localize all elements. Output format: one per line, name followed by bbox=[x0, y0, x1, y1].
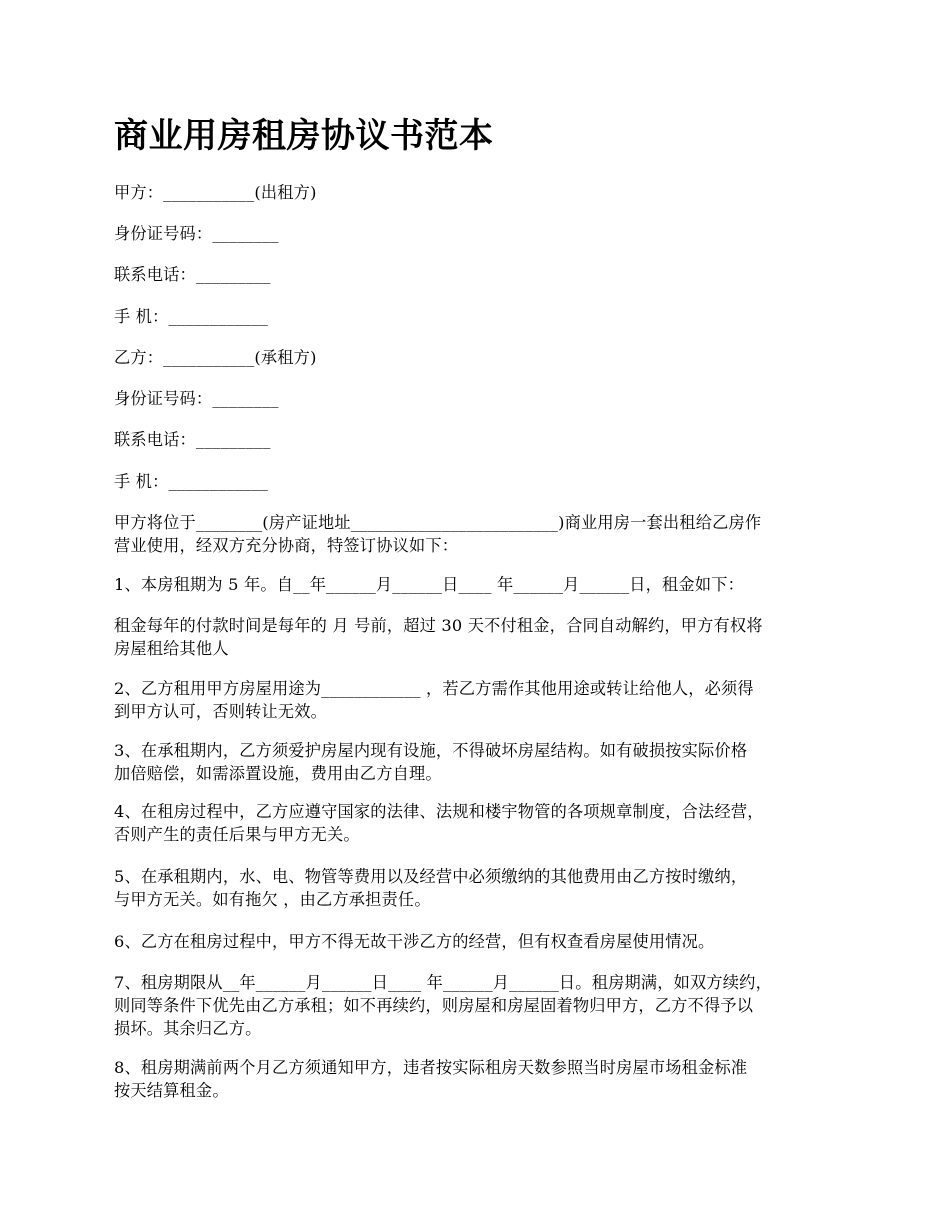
clause-6 bbox=[114, 930, 842, 953]
text-line: 身份证号码：________ bbox=[114, 389, 279, 408]
party-a-line bbox=[114, 181, 842, 204]
text-line: 加倍赔偿，如需添置设施，费用由乙方自理。 bbox=[114, 764, 442, 783]
text-line: 8、租房期满前两个月乙方须通知甲方，违者按实际租房天数参照当时房屋市场租金标准 bbox=[114, 1058, 748, 1077]
text-line: 营业使用，经双方充分协商，特签订协议如下： bbox=[114, 536, 459, 555]
text-line: 2、乙方租用甲方房屋用途为____________ ，若乙方需作其他用途或转让给他人，必须得 bbox=[114, 679, 754, 698]
text-line: 3、在承租期内，乙方须爱护房屋内现有设施，不得破坏房屋结构。如有破损按实际价格 bbox=[114, 741, 748, 760]
clause-2 bbox=[114, 677, 842, 723]
text-line: 到甲方认可，否则转让无效。 bbox=[114, 702, 328, 721]
party-b-line bbox=[114, 346, 842, 369]
party-b-mobile-line bbox=[114, 470, 842, 493]
text-line: 乙方：___________(承租方) bbox=[114, 348, 317, 367]
text-line: 手 机：____________ bbox=[114, 472, 269, 491]
party-b-id-line bbox=[114, 387, 842, 410]
clause-7 bbox=[114, 971, 842, 1040]
party-a-mobile-line bbox=[114, 305, 842, 328]
text-line: 按天结算租金。 bbox=[114, 1081, 229, 1100]
text-line: 1、本房租期为 5 年。自__年______月______日____ 年______月______日，租金如下： bbox=[114, 575, 744, 594]
text-line: 联系电话：_________ bbox=[114, 265, 271, 284]
clause-3 bbox=[114, 739, 842, 785]
text-line: 否则产生的责任后果与甲方无关。 bbox=[114, 825, 360, 844]
text-line: 5、在承租期内，水、电、物管等费用以及经营中必须缴纳的其他费用由乙方按时缴纳， bbox=[114, 867, 748, 886]
clause-5 bbox=[114, 865, 842, 911]
document-title: 商业用房租房协议书范本 bbox=[114, 116, 494, 156]
text-line: 甲方：___________(出租方) bbox=[114, 183, 317, 202]
party-b-phone-line bbox=[114, 428, 842, 451]
text-line: 房屋租给其他人 bbox=[114, 639, 229, 658]
clause-4 bbox=[114, 800, 842, 846]
text-line: 7、租房期限从__年______月______日____ 年______月______日。租房期满，如双方续约， bbox=[114, 973, 772, 992]
text-line: 租金每年的付款时间是每年的 月 号前，超过 30 天不付租金，合同自动解约，甲方有权将 bbox=[114, 616, 763, 635]
clause-8 bbox=[114, 1056, 842, 1102]
text-line: 则同等条件下优先由乙方承租；如不再续约，则房屋和房屋固着物归甲方，乙方不得予以 bbox=[114, 996, 754, 1015]
rent-payment-paragraph bbox=[114, 614, 842, 660]
text-line: 联系电话：_________ bbox=[114, 430, 271, 449]
clause-1 bbox=[114, 573, 842, 596]
text-line: 身份证号码：________ bbox=[114, 224, 279, 243]
party-a-phone-line bbox=[114, 263, 842, 286]
intro-paragraph bbox=[114, 511, 842, 557]
text-line: 与甲方无关。如有拖欠 ，由乙方承担责任。 bbox=[114, 890, 431, 909]
party-a-id-line bbox=[114, 222, 842, 245]
text-line: 甲方将位于________(房产证地址_________________________)商业用房一套出租给乙房作 bbox=[114, 513, 762, 532]
text-line: 损坏。其余归乙方。 bbox=[114, 1019, 262, 1038]
text-line: 6、乙方在租房过程中，甲方不得无故干涉乙方的经营，但有权查看房屋使用情况。 bbox=[114, 932, 715, 951]
text-line: 手 机：____________ bbox=[114, 307, 269, 326]
text-line: 4、在租房过程中，乙方应遵守国家的法律、法规和楼宇物管的各项规章制度，合法经营， bbox=[114, 802, 764, 821]
